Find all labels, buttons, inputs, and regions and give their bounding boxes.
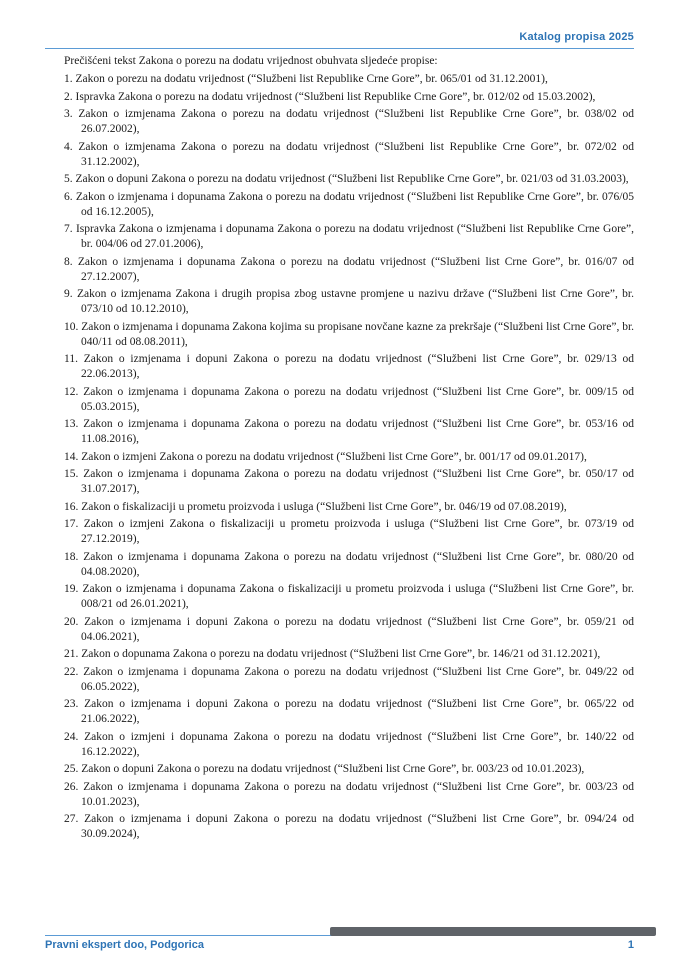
law-item-number: 9. [64, 288, 73, 300]
law-list-item [64, 140, 634, 170]
law-item-number: 22. [64, 665, 79, 678]
law-item-text: Zakon o izmjenama i dopunama Zakona kojima su propisane novčane kazne za prekršaje (“Službeni list Crne Gore”, br. 040/11 od 08.08.2011), [81, 320, 635, 348]
law-list-item [64, 72, 634, 87]
law-item-number: 20. [64, 615, 79, 628]
law-item-number: 19. [64, 583, 79, 595]
law-item-number: 12. [64, 385, 79, 398]
law-item-number: 27. [64, 813, 79, 825]
law-list-item [64, 450, 634, 465]
law-item-number: 23. [64, 698, 79, 710]
law-item-number: 5. [64, 173, 73, 185]
law-item-text: Zakon o izmjenama i dopunama Zakona o porezu na dodatu vrijednost (“Službeni list Crne Gore”, br. 050/17 od 31.07.2017), [81, 468, 634, 495]
law-list-item [64, 255, 634, 285]
law-item-number: 13. [64, 418, 79, 430]
law-list-item [64, 107, 634, 137]
law-item-text: Zakon o izmjenama i dopuni Zakona o porezu na dodatu vrijednost (“Službeni list Crne Gore”, br. 059/21 od 04.06.2021), [81, 615, 634, 643]
law-item-text: Zakon o dopuni Zakona o porezu na dodatu vrijednost (“Službeni list Crne Gore”, br. 003/23 od 10.01.2023), [81, 763, 585, 775]
law-list-item [64, 550, 634, 580]
law-item-text: Zakon o izmjenama Zakona o porezu na dodatu vrijednost (“Službeni list Republike Crne Gore”, br. 072/02 od 31.12.2002), [78, 140, 635, 168]
law-list-item [64, 90, 634, 105]
law-item-number: 2. [64, 90, 73, 103]
law-item-text: Zakon o izmjenama i dopunama Zakona o porezu na dodatu vrijednost (“Službeni list Crne Gore”, br. 049/22 od 06.05.2022), [81, 665, 634, 693]
law-item-text: Zakon o izmjenama i dopunama Zakona o porezu na dodatu vrijednost (“Službeni list Crne Gore”, br. 080/20 od 04.08.2020), [81, 550, 634, 578]
law-list-item [64, 697, 634, 727]
law-item-text: Zakon o izmjenama Zakona o porezu na dodatu vrijednost (“Službeni list Republike Crne Gore”, br. 038/02 od 26.07.2002), [78, 108, 635, 135]
law-item-number: 25. [64, 763, 79, 775]
law-item-text: Zakon o izmjeni Zakona o porezu na dodatu vrijednost (“Službeni list Crne Gore”, br. 001/17 od 09.01.2017), [81, 450, 587, 463]
law-item-number: 14. [64, 450, 79, 463]
law-item-text: Zakon o fiskalizaciji u prometu proizvoda i usluga (“Službeni list Crne Gore”, br. 046/19 od 07.08.2019), [81, 500, 567, 513]
law-item-number: 6. [64, 190, 73, 203]
law-item-number: 15. [64, 468, 79, 480]
law-item-text: Zakon o izmjenama i dopuni Zakona o porezu na dodatu vrijednost (“Službeni list Crne Gore”, br. 029/13 od 22.06.2013), [81, 353, 635, 380]
law-list-item [64, 320, 634, 350]
law-item-text: Zakon o izmjenama Zakona i drugih propisa zbog ustavne promjene u nazivu države (“Službeni list Crne Gore”, br. 073/10 od 10.12.2010), [76, 288, 634, 315]
law-item-text: Zakon o izmjenama i dopunama Zakona o porezu na dodatu vrijednost (“Službeni list Republike Crne Gore”, br. 076/05 od 16.12.2005), [75, 190, 634, 218]
law-item-number: 4. [64, 140, 73, 153]
law-list [64, 72, 634, 842]
law-item-number: 16. [64, 500, 79, 513]
law-list-item [64, 665, 634, 695]
law-list-item [64, 615, 634, 645]
header-title: Katalog propisa 2025 [519, 31, 634, 43]
footer-page-number: 1 [627, 939, 634, 951]
law-list-item [64, 222, 634, 252]
law-list-item [64, 500, 634, 515]
horizontal-scrollbar-thumb[interactable] [330, 927, 656, 936]
law-item-text: Zakon o izmjenama i dopunama Zakona o porezu na dodatu vrijednost (“Službeni list Crne Gore”, br. 053/16 od 11.08.2016), [81, 418, 634, 445]
intro-paragraph: Prečišćeni tekst Zakona o porezu na dodatu vrijednost obuhvata sljedeće propise: [64, 55, 438, 67]
law-item-text: Zakon o izmjenama i dopunama Zakona o fiskalizaciji u prometu proizvoda i usluga (“Službeni list Crne Gore”, br. 008/21 od 26.01.2021), [81, 583, 634, 610]
law-list-item [64, 730, 634, 760]
document-content [64, 54, 634, 845]
law-item-number: 17. [64, 518, 79, 530]
law-item-number: 21. [64, 648, 79, 660]
page-footer [45, 935, 634, 951]
law-list-item [64, 352, 634, 382]
law-list-item [64, 467, 634, 497]
law-item-text: Zakon o izmjenama i dopunama Zakona o porezu na dodatu vrijednost (“Službeni list Crne Gore”, br. 003/23 od 10.01.2023), [81, 780, 634, 808]
law-list-item [64, 762, 634, 777]
law-list-item [64, 780, 634, 810]
law-item-text: Zakon o izmjenama i dopunama Zakona o porezu na dodatu vrijednost (“Službeni list Crne Gore”, br. 016/07 od 27.12.2007), [77, 255, 635, 283]
law-item-text: Zakon o izmjenama i dopunama Zakona o porezu na dodatu vrijednost (“Službeni list Crne Gore”, br. 009/15 od 05.03.2015), [81, 385, 634, 413]
law-item-number: 7. [64, 223, 73, 235]
footer-company: Pravni ekspert doo, Podgorica [45, 939, 204, 951]
law-item-number: 24. [64, 730, 79, 743]
law-item-text: Zakon o izmjeni i dopunama Zakona o porezu na dodatu vrijednost (“Službeni list Crne Gore”, br. 140/22 od 16.12.2022), [81, 730, 634, 758]
law-item-number: 1. [64, 73, 73, 85]
law-list-item [64, 417, 634, 447]
law-item-text: Zakon o izmjeni Zakona o fiskalizaciji u prometu proizvoda i usluga (“Službeni list Crne Gore”, br. 073/19 od 27.12.2019), [81, 518, 634, 545]
law-list-item [64, 812, 634, 842]
law-item-text: Zakon o dopuni Zakona o porezu na dodatu vrijednost (“Službeni list Republike Crne Gore”, br. 021/03 od 31.03.2003), [75, 173, 629, 185]
law-item-text: Zakon o porezu na dodatu vrijednost (“Službeni list Republike Crne Gore”, br. 065/01 od 31.12.2001), [75, 73, 548, 85]
law-item-text: Zakon o izmjenama i dopuni Zakona o porezu na dodatu vrijednost (“Službeni list Crne Gore”, br. 065/22 od 21.06.2022), [81, 698, 634, 725]
page-header [45, 27, 634, 49]
law-item-number: 8. [64, 255, 73, 268]
law-item-number: 3. [64, 108, 73, 120]
law-item-text: Ispravka Zakona o porezu na dodatu vrijednost (“Službeni list Republike Crne Gore”, br. 012/02 od 15.03.2002), [75, 90, 596, 103]
law-item-number: 18. [64, 550, 79, 563]
law-item-text: Zakon o izmjenama i dopuni Zakona o porezu na dodatu vrijednost (“Službeni list Crne Gore”, br. 094/24 od 30.09.2024), [81, 813, 634, 840]
law-list-item [64, 190, 634, 220]
law-list-item [64, 517, 634, 547]
law-item-number: 26. [64, 780, 79, 793]
law-item-text: Zakon o dopunama Zakona o porezu na dodatu vrijednost (“Službeni list Crne Gore”, br. 146/21 od 31.12.2021), [81, 648, 601, 660]
law-list-item [64, 385, 634, 415]
law-list-item [64, 582, 634, 612]
law-item-text: Ispravka Zakona o izmjenama i dopunama Zakona o porezu na dodatu vrijednost (“Službeni list Republike Crne Gore”, br. 004/06 od 27.01.2006), [75, 223, 635, 250]
law-item-number: 10. [64, 320, 79, 333]
law-list-item [64, 287, 634, 317]
law-list-item [64, 172, 634, 187]
law-list-item [64, 647, 634, 662]
law-item-number: 11. [64, 353, 78, 365]
